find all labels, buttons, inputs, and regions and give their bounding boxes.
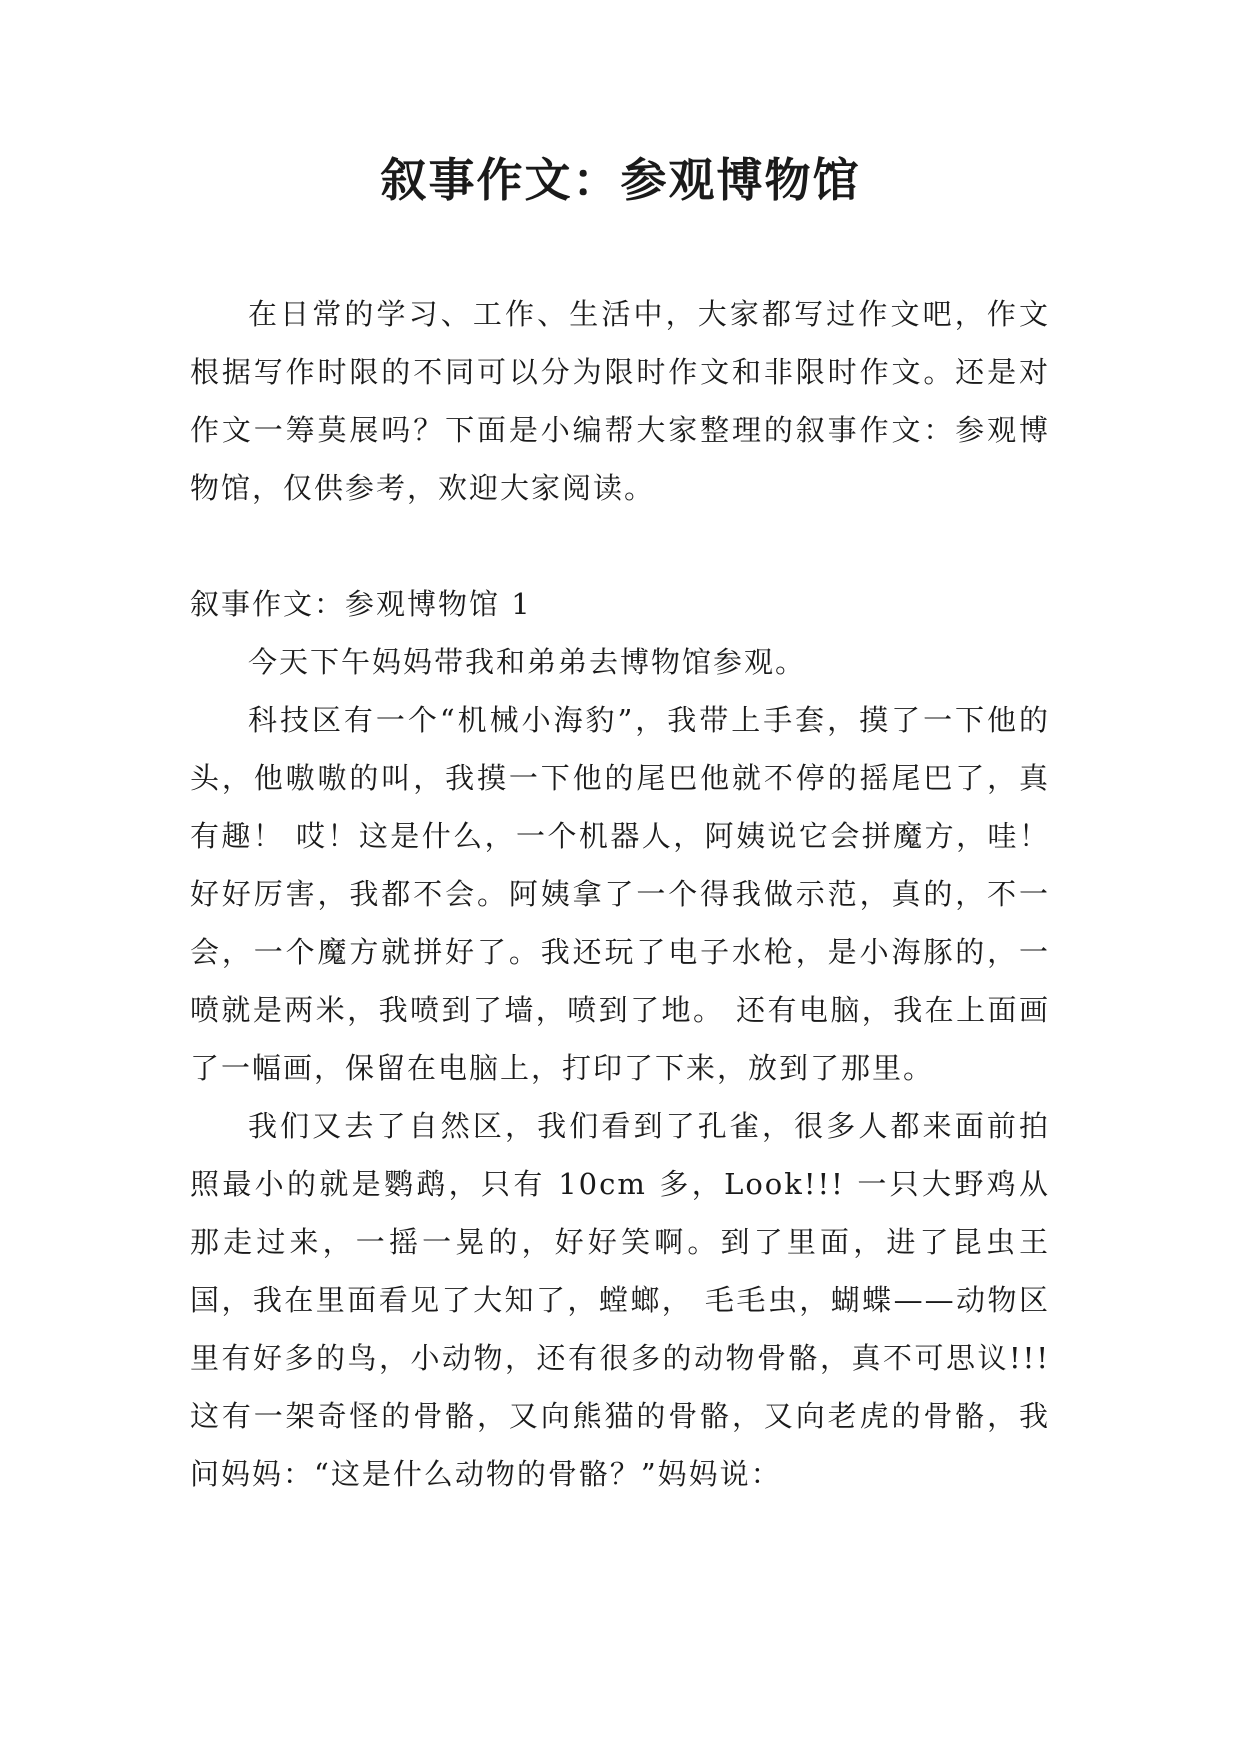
document-title: 叙事作文：参观博物馆 (380, 153, 861, 207)
body-paragraph: 我们又去了自然区，我们看到了孔雀，很多人都来面前拍照最小的就是鹦鹉，只有 10cm 多，Look!!! 一只大野鸡从那走过来，一摇一晃的，好好笑啊。到了里面，进了昆虫王国，我在里面看见了大知了，螳螂， 毛毛虫，蝴蝶——动物区里有好多的鸟，小动物，还有很多的动物骨骼，真不可思议!!! 这有一架奇怪的骨骼，又向熊猫的骨骼，又向老虎的骨骼，我问妈妈：“这是什么动物的骨骼？”妈妈说： (190, 1109, 1050, 1491)
section-heading: 叙事作文：参观博物馆 1 (190, 587, 532, 621)
document-body (190, 285, 1050, 1503)
intro-paragraph: 在日常的学习、工作、生活中，大家都写过作文吧，作文根据写作时限的不同可以分为限时作文和非限时作文。还是对作文一筹莫展吗？下面是小编帮大家整理的叙事作文：参观博物馆，仅供参考，欢迎大家阅读。 (190, 297, 1050, 505)
body-paragraph: 科技区有一个“机械小海豹”，我带上手套，摸了一下他的头，他嗷嗷的叫，我摸一下他的尾巴他就不停的摇尾巴了，真有趣！ 哎！这是什么，一个机器人，阿姨说它会拼魔方，哇！好好厉害，我都不会。阿姨拿了一个得我做示范，真的，不一会，一个魔方就拼好了。我还玩了电子水枪，是小海豚的，一喷就是两米，我喷到了墙，喷到了地。 还有电脑，我在上面画了一幅画，保留在电脑上，打印了下来，放到了那里。 (190, 703, 1050, 1085)
body-paragraph: 今天下午妈妈带我和弟弟去博物馆参观。 (248, 645, 807, 679)
